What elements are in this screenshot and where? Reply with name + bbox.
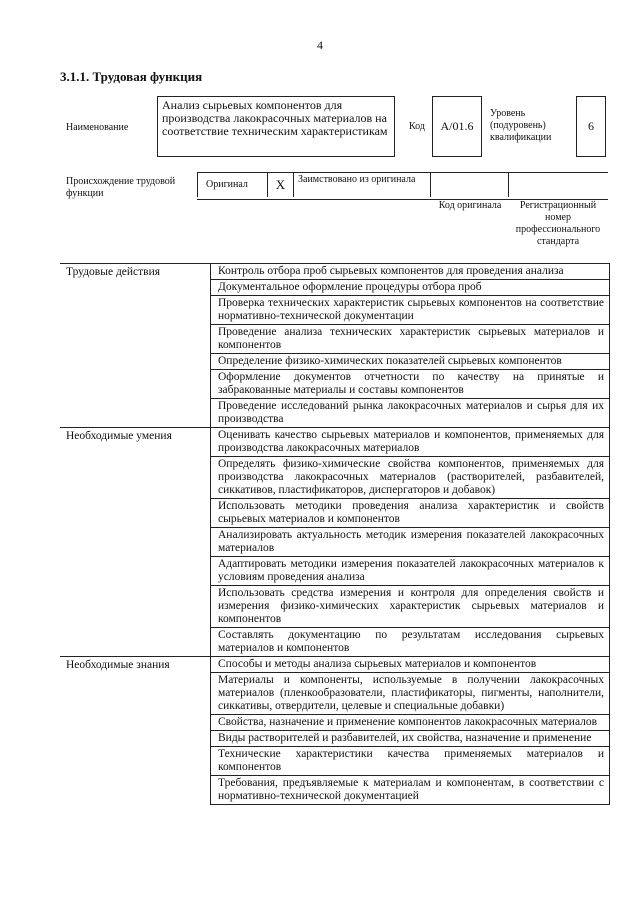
list-item: Анализировать актуальность методик измерения показателей лакокрасочных материалов xyxy=(211,528,610,557)
borrowed-label: Заимствовано из оригинала xyxy=(293,173,430,197)
page-number: 4 xyxy=(317,38,323,52)
list-item: Требования, предъявляемые к материалам и компонентам, в соответствии с нормативно-технической документацией xyxy=(211,776,610,805)
list-item: Использовать средства измерения и контроля для определения свойств и измерения физико-химических характеристик сырьевых материалов и компонентов xyxy=(211,586,610,628)
list-item: Виды растворителей и разбавителей, их свойства, назначение и применение xyxy=(211,731,610,747)
function-name: Анализ сырьевых компонентов для производства лакокрасочных материалов на соответствие техническим характеристикам xyxy=(157,96,395,157)
function-code: A/01.6 xyxy=(432,96,482,157)
section-label: Необходимые знания xyxy=(60,657,211,805)
origin-label: Происхождение трудовой функции xyxy=(66,176,176,199)
list-item: Использовать методики проведения анализа характеристик и свойств сырьевых материалов и компонентов xyxy=(211,499,610,528)
list-item: Проверка технических характеристик сырьевых компонентов на соответствие нормативно-технической документации xyxy=(211,296,610,325)
list-item: Технические характеристики качества применяемых материалов и компонентов xyxy=(211,747,610,776)
section-label: Необходимые умения xyxy=(60,428,211,657)
list-item: Определение физико-химических показателей сырьевых компонентов xyxy=(211,354,610,370)
list-item: Оценивать качество сырьевых материалов и компонентов, применяемых для производства лакокрасочных материалов xyxy=(211,428,610,457)
level-label: Уровень (подуровень) квалификации xyxy=(490,108,552,143)
qualification-level: 6 xyxy=(576,96,606,157)
code-label: Код xyxy=(409,121,425,132)
list-item: Способы и методы анализа сырьевых материалов и компонентов xyxy=(211,657,610,673)
table-row xyxy=(60,657,610,673)
list-item: Проведение исследований рынка лакокрасочных материалов и сырья для их производства xyxy=(211,399,610,428)
reg-caption: Регистрационный номер профессионального стандарта xyxy=(515,200,601,247)
list-item: Составлять документацию по результатам исследования сырьевых материалов и компонентов xyxy=(211,628,610,657)
original-label: Оригинал xyxy=(197,173,267,197)
list-item: Оформление документов отчетности по качеству на принятые и забракованные материалы и составы компонентов xyxy=(211,370,610,399)
origin-code-cell xyxy=(430,173,508,197)
function-details-table xyxy=(60,263,610,805)
list-item: Контроль отбора проб сырьевых компонентов для проведения анализа xyxy=(211,264,610,280)
list-item: Проведение анализа технических характеристик сырьевых материалов и компонентов xyxy=(211,325,610,354)
origin-reg-cell xyxy=(508,173,608,197)
list-item: Документальное оформление процедуры отбора проб xyxy=(211,280,610,296)
section-label: Трудовые действия xyxy=(60,264,211,428)
original-mark: X xyxy=(267,173,293,197)
list-item: Адаптировать методики измерения показателей лакокрасочных материалов к условиям проведения анализа xyxy=(211,557,610,586)
list-item: Материалы и компоненты, используемые в получении лакокрасочных материалов (пленкообразователи, пластификаторы, пигменты, наполнители, сиккативы, отвердители, целевые и специальные добавки) xyxy=(211,673,610,715)
section-title: 3.1.1. Трудовая функция xyxy=(60,69,203,84)
code-caption: Код оригинала xyxy=(438,200,502,211)
list-item: Свойства, назначение и применение компонентов лакокрасочных материалов xyxy=(211,715,610,731)
origin-row xyxy=(197,172,608,200)
name-label: Наименование xyxy=(66,122,129,133)
table-row xyxy=(60,264,610,280)
list-item: Определять физико-химические свойства компонентов, применяемых для производства лакокрасочных материалов (растворителей, разбавителей, сиккативов, пластификаторов, диспергаторов и добавок) xyxy=(211,457,610,499)
table-row xyxy=(60,428,610,457)
